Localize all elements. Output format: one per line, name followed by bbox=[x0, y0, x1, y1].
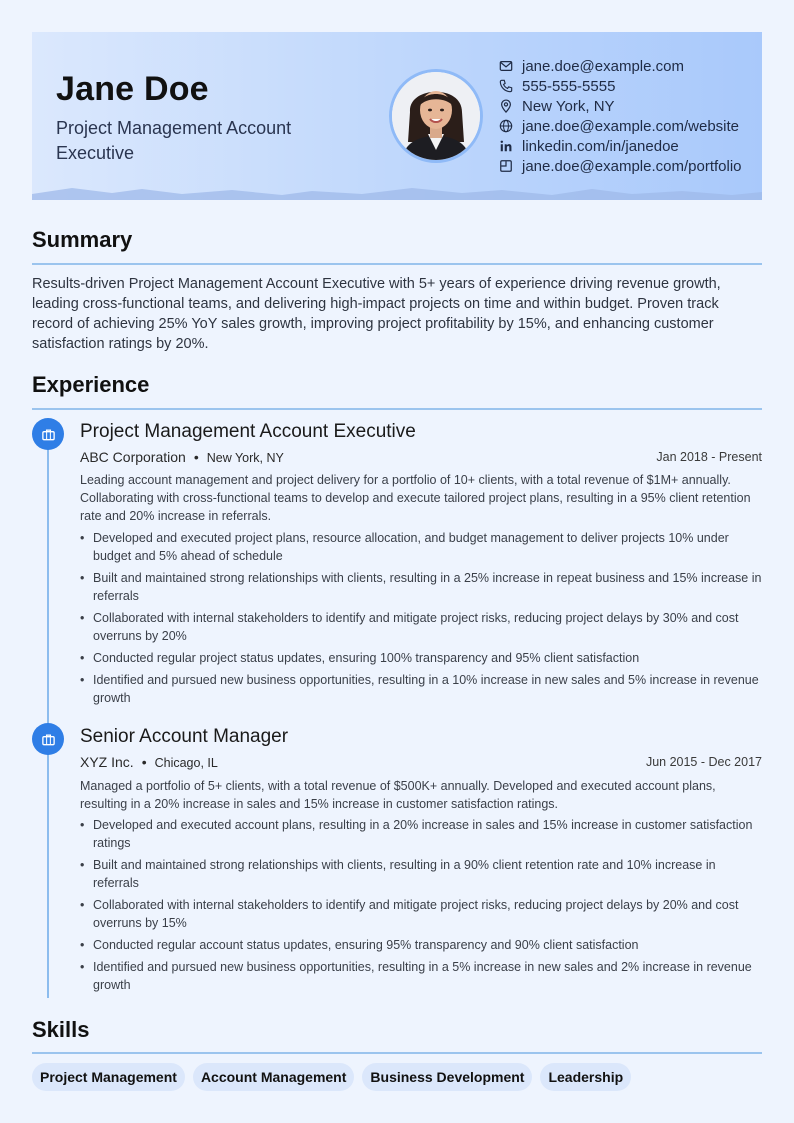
experience-heading: Experience bbox=[32, 372, 150, 397]
phone-icon bbox=[499, 79, 513, 93]
job-company-line: ABC Corporation • New York, NY bbox=[80, 449, 284, 465]
skills-divider bbox=[32, 1052, 762, 1054]
job-company-line: XYZ Inc. • Chicago, IL bbox=[80, 754, 218, 770]
portfolio-icon bbox=[499, 159, 513, 173]
briefcase-icon bbox=[32, 723, 64, 755]
linkedin-icon bbox=[499, 139, 513, 153]
list-item: • Collaborated with internal stakeholders to identify and mitigate project risks, reducing project delays by 20% and cost overruns by 15% bbox=[80, 896, 762, 932]
skills-heading: Skills bbox=[32, 1017, 90, 1042]
job-location: Chicago, IL bbox=[154, 756, 218, 770]
skill-chip: Account Management bbox=[193, 1063, 354, 1091]
contact-phone[interactable] bbox=[499, 76, 742, 96]
summary-text: Results-driven Project Management Account Executive with 5+ years of experience driving revenue growth, leading cross-functional teams, and delivering high-impact projects on time and within budget. Proven track record of achieving 25% YoY sales growth, improving project profitability by 15%, and enhancing customer satisfaction ratings by 20%. bbox=[32, 276, 721, 352]
job-company: ABC Corporation bbox=[80, 449, 186, 465]
list-item: • Collaborated with internal stakeholders to identify and mitigate project risks, reducing project delays by 30% and cost overruns by 20% bbox=[80, 609, 762, 645]
job-dates: Jan 2018 - Present bbox=[656, 450, 762, 464]
avatar-portrait-icon bbox=[392, 72, 480, 160]
location-pin-icon bbox=[499, 99, 513, 113]
summary-heading: Summary bbox=[32, 227, 133, 252]
list-item: • Built and maintained strong relationships with clients, resulting in a 25% increase in repeat business and 15% increase in referrals bbox=[80, 569, 762, 605]
candidate-role: Project Management Account Executive bbox=[56, 118, 292, 163]
briefcase-icon bbox=[32, 418, 64, 450]
list-item: • Identified and pursued new business opportunities, resulting in a 10% increase in new sales and 5% increase in revenue growth bbox=[80, 671, 762, 707]
list-item: • Developed and executed project plans, resource allocation, and budget management to deliver projects 10% under budget and 5% ahead of schedule bbox=[80, 529, 762, 565]
contact-website[interactable] bbox=[499, 116, 742, 136]
skill-chip: Leadership bbox=[540, 1063, 631, 1091]
contact-email-text: jane.doe@example.com bbox=[522, 57, 684, 75]
job-dates: Jun 2015 - Dec 2017 bbox=[645, 755, 762, 769]
contact-location-text: New York, NY bbox=[522, 97, 615, 115]
avatar bbox=[389, 69, 483, 163]
mail-icon bbox=[499, 59, 513, 73]
candidate-name: Jane Doe bbox=[56, 70, 209, 108]
summary-divider bbox=[32, 263, 762, 265]
contact-linkedin[interactable] bbox=[499, 136, 742, 156]
contact-email[interactable] bbox=[499, 56, 742, 76]
contact-list bbox=[499, 56, 742, 176]
contact-portfolio[interactable] bbox=[499, 156, 742, 176]
list-item: • Identified and pursued new business opportunities, resulting in a 5% increase in new sales and 2% increase in revenue growth bbox=[80, 958, 762, 994]
skill-chip: Project Management bbox=[32, 1063, 185, 1091]
job-title: Project Management Account Executive bbox=[80, 421, 416, 442]
timeline-line bbox=[47, 430, 49, 998]
contact-portfolio-text: jane.doe@example.com/portfolio bbox=[522, 157, 742, 175]
skill-chip: Business Development bbox=[362, 1063, 532, 1091]
globe-icon bbox=[499, 119, 513, 133]
list-item: • Conducted regular project status updates, ensuring 100% transparency and 95% client satisfaction bbox=[80, 649, 762, 667]
skills-list bbox=[32, 1063, 639, 1091]
contact-linkedin-text: linkedin.com/in/janedoe bbox=[522, 137, 679, 155]
contact-location bbox=[499, 96, 742, 116]
list-item: • Built and maintained strong relationships with clients, resulting in a 90% client retention rate and 10% increase in referrals bbox=[80, 856, 762, 892]
job-company: XYZ Inc. bbox=[80, 754, 134, 770]
job-bullet-list bbox=[80, 529, 762, 711]
job-location: New York, NY bbox=[206, 451, 284, 465]
job-title: Senior Account Manager bbox=[80, 726, 289, 747]
mountain-decoration bbox=[32, 184, 762, 200]
experience-divider bbox=[32, 408, 762, 410]
contact-website-text: jane.doe@example.com/website bbox=[522, 117, 740, 135]
resume-header bbox=[32, 32, 762, 200]
list-item: • Conducted regular account status updates, ensuring 95% transparency and 90% client satisfaction bbox=[80, 936, 762, 954]
job-description: Leading account management and project delivery for a portfolio of 10+ clients, with a total revenue of $1M+ annually. Collaborating with cross-functional teams to develop and execute tailored project plans, resulting in a 95% client retention rate and 20% increase in referrals. bbox=[80, 473, 751, 523]
job-bullet-list bbox=[80, 816, 762, 998]
job-description: Managed a portfolio of 5+ clients, with a total revenue of $500K+ annually. Developed and executed account plans, resulting in a 20% increase in sales and 15% increase in customer satisfaction ratings. bbox=[80, 779, 716, 811]
contact-phone-text: 555-555-5555 bbox=[522, 77, 616, 95]
list-item: • Developed and executed account plans, resulting in a 20% increase in sales and 15% increase in customer satisfaction ratings bbox=[80, 816, 762, 852]
